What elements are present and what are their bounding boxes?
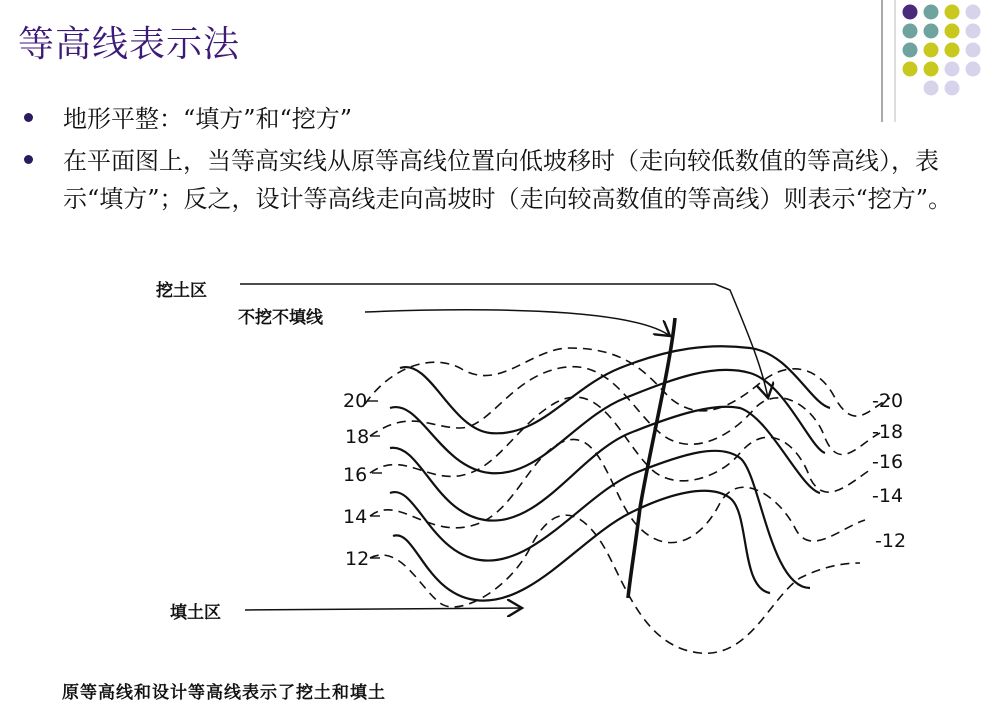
decorative-dot [966, 24, 981, 39]
bullet-list [24, 100, 964, 222]
contour-lines-drawing [10, 258, 987, 717]
right-contour-number: -18 [872, 421, 904, 443]
fill-area-leader [245, 608, 522, 610]
decorative-dot [903, 5, 918, 20]
bullet-text: 在平面图上，当等高实线从原等高线位置向低坡移时（走向较低数值的等高线），表示“填方”；反之，设计等高线走向高坡时（走向较高数值的等高线）则表示“挖方”。 [63, 147, 953, 213]
design-contours [390, 346, 830, 600]
bullet-dot [24, 113, 33, 122]
figure-caption: 原等高线和设计等高线表示了挖土和填土 [62, 683, 386, 703]
left-contour-number: 18 [345, 426, 370, 448]
decorative-dot [924, 62, 939, 77]
decorative-dot [945, 81, 960, 96]
design-contour-line [390, 451, 810, 588]
left-tick-marks [367, 401, 382, 558]
decorative-dot [945, 62, 960, 77]
no-cut-no-fill-line [628, 318, 675, 598]
decorative-dot [903, 24, 918, 39]
left-contour-number: 16 [343, 464, 368, 486]
contour-diagram [10, 258, 987, 717]
fill-area-label: 填土区 [170, 603, 221, 623]
decorative-dot [966, 5, 981, 20]
decorative-dot [924, 81, 939, 96]
decorative-dot [945, 5, 960, 20]
right-contour-number: -16 [872, 451, 904, 473]
left-contour-number: 14 [343, 506, 368, 528]
left-contour-number: 20 [343, 390, 368, 412]
bullet-item [24, 142, 964, 218]
no-cut-fill-label: 不挖不填线 [238, 308, 323, 328]
decorative-dot [945, 43, 960, 58]
decorative-dot [903, 62, 918, 77]
decorative-dot [924, 43, 939, 58]
no-cut-fill-leader [365, 310, 670, 336]
bullet-item [24, 100, 964, 138]
slide-title: 等高线表示法 [18, 24, 241, 65]
decorative-dot [903, 43, 918, 58]
cut-area-label: 挖土区 [156, 281, 207, 301]
decorative-dot [924, 5, 939, 20]
decorative-dot [945, 24, 960, 39]
decorative-dot [966, 62, 981, 77]
design-contour-line [390, 407, 820, 521]
original-contour-line [370, 439, 865, 542]
original-contour-line [370, 367, 880, 455]
decorative-dot [924, 24, 939, 39]
bullet-text: 地形平整：“填方”和“挖方” [63, 105, 353, 133]
original-contour-line [370, 397, 870, 492]
right-contour-number: -12 [875, 530, 907, 552]
left-contour-number: 12 [345, 548, 370, 570]
original-contour-line [365, 348, 890, 416]
cut-area-leader [240, 284, 768, 398]
bullet-dot [24, 155, 33, 164]
right-contour-number: -14 [872, 485, 904, 507]
decorative-dot [966, 43, 981, 58]
right-contour-number: -20 [872, 390, 904, 412]
